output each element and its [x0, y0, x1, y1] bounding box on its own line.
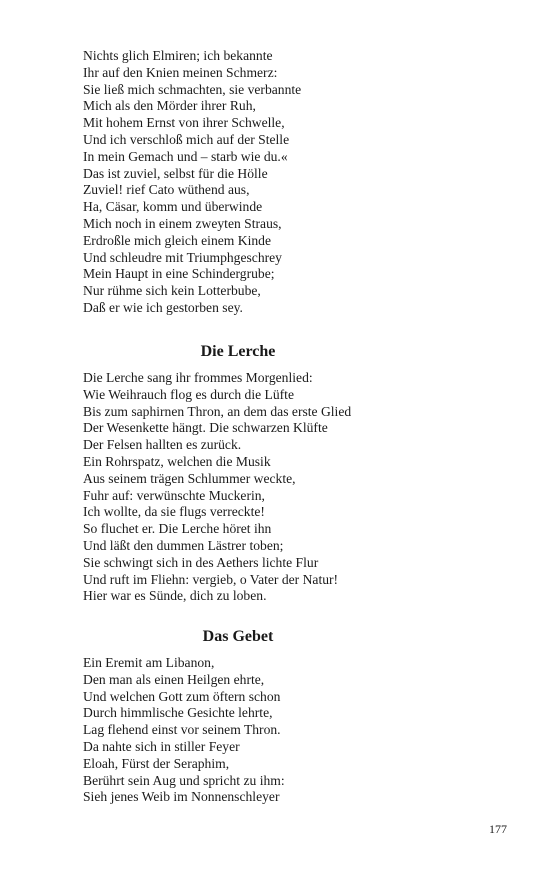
verse-line: Mit hohem Ernst von ihrer Schwelle, [83, 115, 285, 131]
verse-line: Mich als den Mörder ihrer Ruh, [83, 98, 256, 114]
poem-title-lerche: Die Lerche [200, 343, 276, 360]
verse-line: Bis zum saphirnen Thron, an dem das erste Glied [83, 403, 352, 419]
verse-line: Und ruft im Fliehn: vergieb, o Vater der Natur! [83, 571, 339, 587]
verse-line: Ihr auf den Knien meinen Schmerz: [83, 64, 278, 80]
verse-line: Sieh jenes Weib im Nonnenschleyer [83, 789, 280, 805]
verse-line: Der Wesenkette hängt. Die schwarzen Klüfte [83, 420, 328, 436]
verse-line: Nur rühme sich kein Lotterbube, [83, 283, 261, 299]
verse-line: In mein Gemach und – starb wie du.« [83, 148, 288, 164]
verse-line: Nichts glich Elmiren; ich bekannte [83, 48, 273, 63]
verse-line: Den man als einen Heilgen ehrte, [83, 671, 265, 687]
verse-line: Ha, Cäsar, komm und überwinde [83, 199, 263, 215]
verse-line: Mein Haupt in eine Schindergrube; [83, 266, 275, 282]
page-number: 177 [489, 822, 507, 836]
verse-line: Der Felsen hallten es zurück. [83, 437, 242, 453]
poem-body-gebet [83, 655, 285, 806]
verse-line: Berührt sein Aug und spricht zu ihm: [83, 772, 285, 788]
verse-line: Sie schwingt sich in des Aethers lichte Flur [83, 554, 319, 570]
poem-continuation [83, 48, 301, 317]
verse-line: Daß er wie ich gestorben sey. [83, 299, 243, 315]
verse-line: Die Lerche sang ihr frommes Morgenlied: [83, 370, 313, 385]
verse-line: Und läßt den dummen Lästrer toben; [83, 537, 284, 553]
verse-line: Ich wollte, da sie flugs verreckte! [83, 504, 265, 520]
verse-line: Eloah, Fürst der Seraphim, [83, 755, 230, 771]
verse-line: Mich noch in einem zweyten Straus, [83, 215, 282, 231]
verse-line: Fuhr auf: verwünschte Muckerin, [83, 487, 265, 503]
verse-line: Und schleudre mit Triumphgeschrey [83, 249, 282, 265]
verse-line: Ein Rohrspatz, welchen die Musik [83, 453, 271, 469]
verse-line: Erdroßle mich gleich einem Kinde [83, 232, 271, 248]
verse-line: Und ich verschloß mich auf der Stelle [83, 131, 290, 147]
verse-line: Durch himmlische Gesichte lehrte, [83, 705, 273, 721]
verse-line: So fluchet er. Die Lerche höret ihn [83, 521, 272, 537]
verse-line: Lag flehend einst vor seinem Thron. [83, 722, 281, 738]
verse-line: Zuviel! rief Cato wüthend aus, [83, 182, 250, 198]
verse-line: Da nahte sich in stiller Feyer [83, 738, 240, 754]
verse-line: Hier war es Sünde, dich zu loben. [83, 588, 267, 604]
verse-line: Aus seinem trägen Schlummer weckte, [83, 470, 296, 486]
verse-line: Sie ließ mich schmachten, sie verbannte [83, 81, 302, 97]
verse-line: Das ist zuviel, selbst für die Hölle [83, 165, 268, 181]
poem-title-gebet: Das Gebet [202, 628, 274, 645]
poem-body-lerche [83, 370, 351, 605]
verse-line: Wie Weihrauch flog es durch die Lüfte [83, 386, 294, 402]
verse-line: Und welchen Gott zum öftern schon [83, 688, 281, 704]
verse-line: Ein Eremit am Libanon, [83, 655, 215, 670]
